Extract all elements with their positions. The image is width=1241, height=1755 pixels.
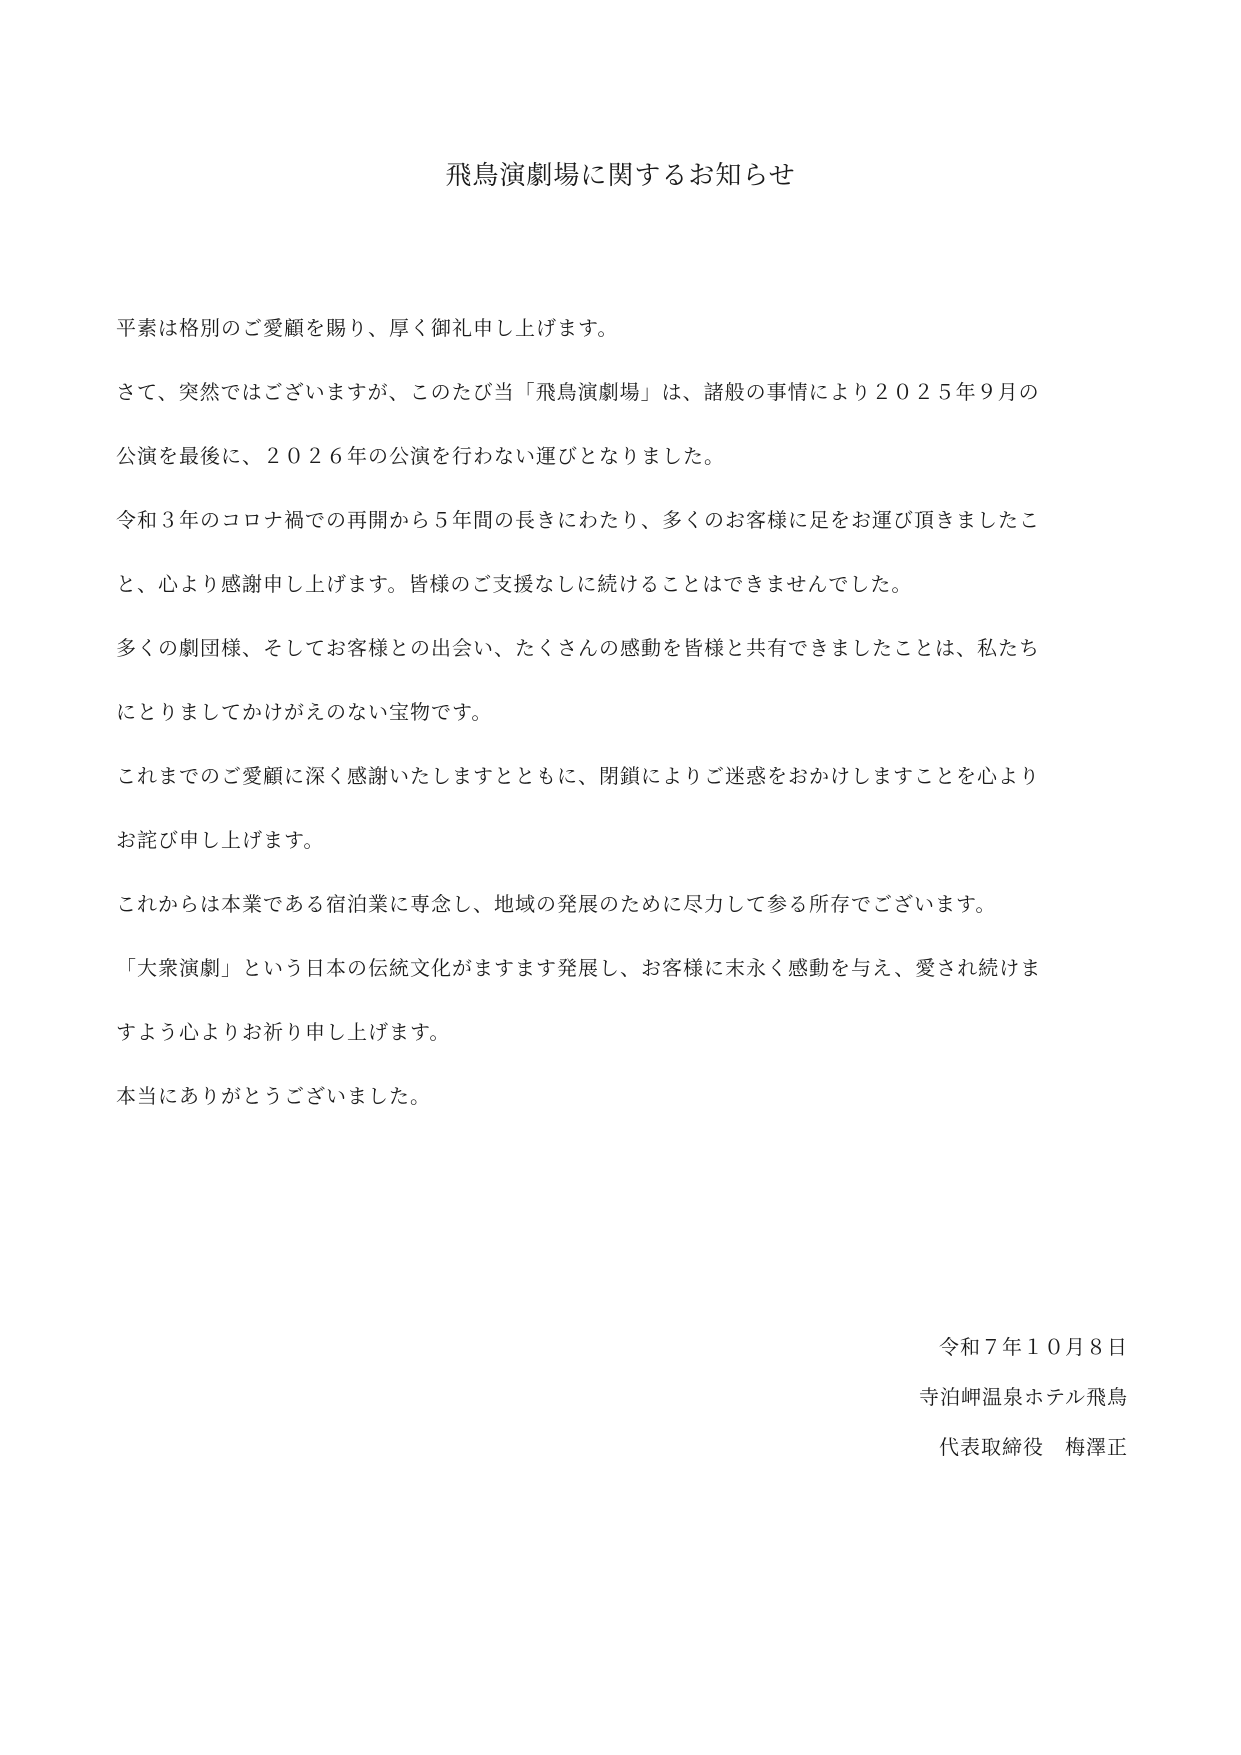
body-line: 本当にありがとうございました。 [116, 1084, 431, 1108]
body-line: すよう心よりお祈り申し上げます。 [116, 1020, 451, 1044]
page-title: 飛鳥演劇場に関するお知らせ [445, 161, 796, 191]
body-line: これまでのご愛顧に深く感謝いたしますとともに、閉鎖によりご迷惑をおかけしますことを心より [116, 764, 1040, 788]
body-line: これからは本業である宿泊業に専念し、地域の発展のために尽力して参る所存でございます。 [116, 892, 997, 916]
body-line: お詫び申し上げます。 [116, 828, 325, 852]
signature-organization: 寺泊岬温泉ホテル飛鳥 [919, 1385, 1128, 1409]
notice-body [116, 296, 1126, 1128]
body-line: 「大衆演劇」という日本の伝統文化がますます発展し、お客様に末永く感動を与え、愛され続けま [116, 956, 1042, 980]
body-line: 公演を最後に、２０２６年の公演を行わない運びとなりました。 [116, 444, 725, 468]
body-line: 令和３年のコロナ禍での再開から５年間の長きにわたり、多くのお客様に足をお運び頂きましたこ [116, 508, 1040, 532]
body-line: 多くの劇団様、そしてお客様との出会い、たくさんの感動を皆様と共有できましたことは、私たち [116, 636, 1040, 660]
body-line: 平素は格別のご愛顧を賜り、厚く御礼申し上げます。 [116, 316, 619, 340]
body-line: にとりましてかけがえのない宝物です。 [116, 700, 493, 724]
signature-representative: 代表取締役 梅澤正 [939, 1435, 1128, 1459]
body-line: と、心より感謝申し上げます。皆様のご支援なしに続けることはできませんでした。 [116, 572, 913, 596]
signature-date: 令和７年１０月８日 [939, 1335, 1128, 1359]
signature-block [919, 1322, 1128, 1472]
body-line: さて、突然ではございますが、このたび当「飛鳥演劇場」は、諸般の事情により２０２５年９月の [116, 380, 1040, 404]
